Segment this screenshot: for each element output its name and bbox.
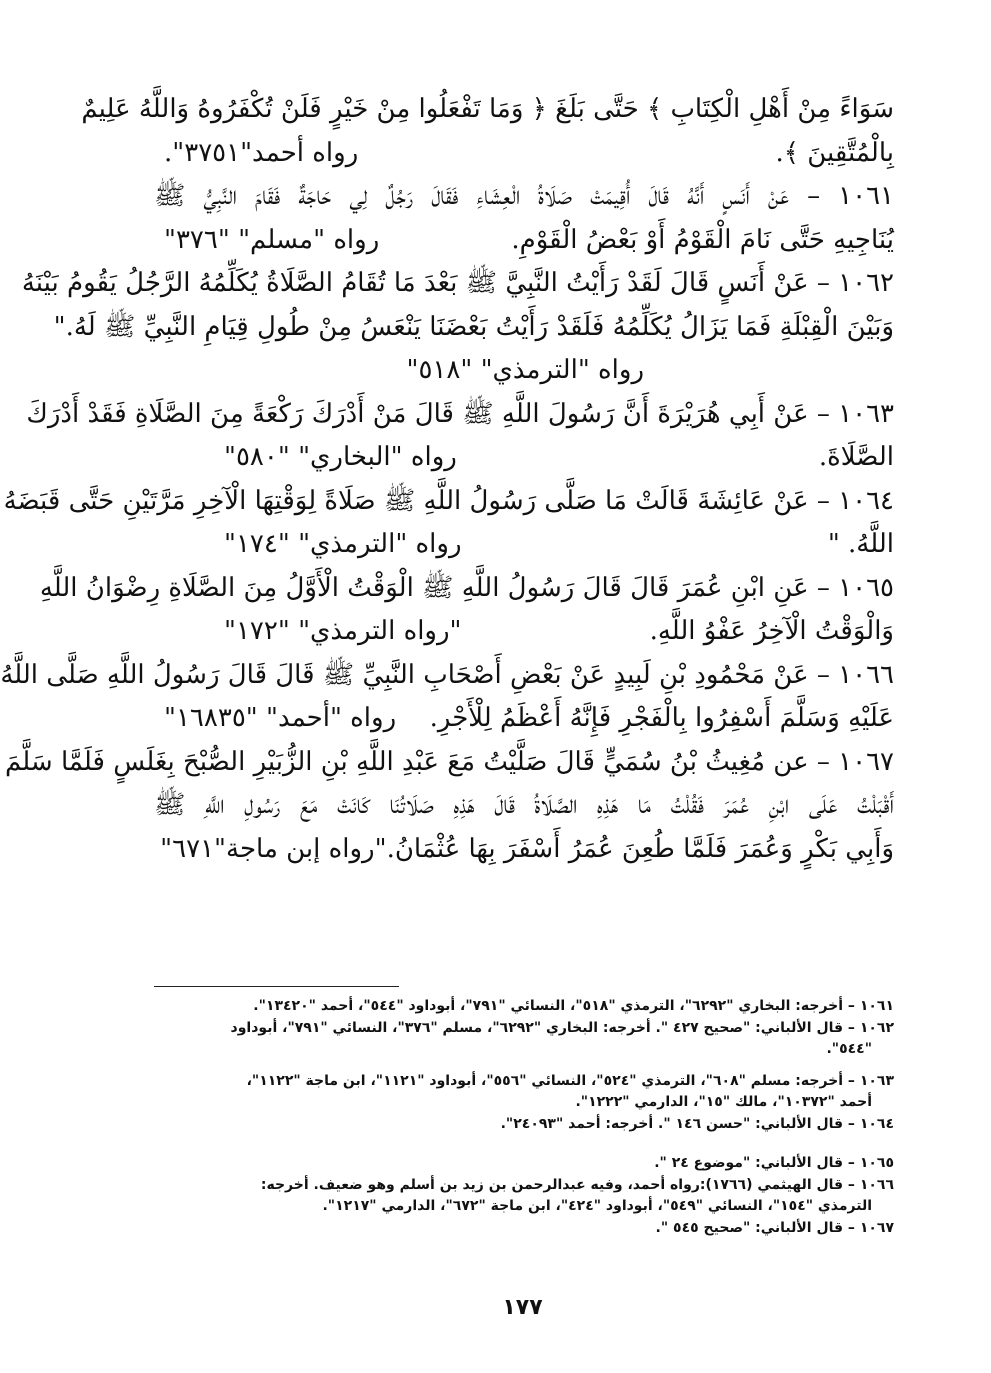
page-number: ١٧٧ — [502, 1295, 543, 1320]
verse-end: بِالْمُتَّقِينَ ﴾. — [775, 137, 894, 168]
text-line — [154, 523, 894, 567]
hadith-text: عَلَيْهِ وَسَلَّمَ أَسْفِرُوا بِالْفَجْرِ فَإِنَّهُ أَعْظَمُ لِلْأَجْرِ. — [429, 703, 894, 733]
text-line — [154, 349, 894, 393]
hadith-1066: ١٠٦٦ – عَنْ مَحْمُودِ بْنِ لَبِيدٍ عَنْ بَعْضِ أَصْحَابِ النَّبِيِّ ﷺ قَالَ قَالَ رَسُولُ اللَّهِ صَلَّى اللَّهُ — [0, 659, 894, 690]
text-line: أَقْبَلْتُ عَلَى ابْنِ عُمَرَ فَقُلْتُ مَا هَذِهِ الصَّلَاةُ قَالَ هَذِهِ صَلَاتُنَا كَانَتْ مَعَ رَسُولِ اللَّهِ ﷺ — [154, 790, 894, 820]
hadith-text: يُنَاجِيهِ حَتَّى نَامَ الْقَوْمُ أَوْ بَعْضُ الْقَوْمِ. — [511, 224, 894, 255]
text-line: وَبَيْنَ الْقِبْلَةِ فَمَا يَزَالُ يُكَلِّمُهُ فَلَقَدْ رَأَيْتُ بَعْضَنَا يَنْعَسُ مِنْ طُولِ قِيَامِ النَّبِيِّ ﷺ لَهُ." — [53, 311, 894, 342]
hadith-text: وَأَبِي بَكْرٍ وَعُمَرَ فَلَمَّا طُعِنَ عُمَرُ أَسْفَرَ بِهَا عُثْمَانُ. — [386, 833, 894, 864]
footnote-divider — [154, 986, 399, 987]
hadith-1064: ١٠٦٤ – عَنْ عَائِشَةَ قَالَتْ مَا صَلَّى رَسُولُ اللَّهِ ﷺ صَلَاةً لِوَقْتِهَا الْآخِرِ مَرَّتَيْنِ حَتَّى قَبَضَهُ — [3, 485, 894, 516]
hadith-1063: ١٠٦٣ – عَنْ أَبِي هُرَيْرَةَ أَنَّ رَسُولَ اللَّهِ ﷺ قَالَ مَنْ أَدْرَكَ رَكْعَةً مِنَ الصَّلَاةِ فَقَدْ أَدْرَكَ — [26, 398, 894, 429]
text-line — [154, 219, 894, 263]
footnote-1066: ١٠٦٦ – قال الهيثمي (١٧٦٦):رواه أحمد، وفيه عبدالرحمن بن زيد بن أسلم وهو ضعيف. أخرجه: — [260, 1176, 894, 1193]
text-line — [154, 828, 894, 872]
footnote-1063: ١٠٦٣ – أخرجه: مسلم "٦٠٨"، الترمذي "٥٢٤"، النسائي "٥٥٦"، أبوداود "١١٢١"، ابن ماجة "١١٢٢"، — [246, 1072, 894, 1089]
footnote-1067: ١٠٦٧ – قال الألباني: "صحيح ٥٤٥ ". — [655, 1219, 894, 1236]
text-line — [154, 697, 894, 741]
footnote-1064: ١٠٦٤ – قال الألباني: "حسن ١٤٦ ". أخرجه: أحمد "٢٤٠٩٣". — [500, 1115, 894, 1132]
hadith-text: وَالْوَقْتُ الْآخِرُ عَفْوُ اللَّهِ. — [649, 616, 894, 646]
footnote-continuation: الترمذي "١٥٤"، النسائي "٥٤٩"، أبوداود "٤٢٤"، ابن ماجة "٦٧٢"، الدارمي "١٢١٧". — [322, 1198, 872, 1214]
footnote-continuation: أحمد "١٠٣٧٢"، مالك "١٥"، الدارمي "١٢٢٢". — [575, 1094, 872, 1110]
hadith-text: الصَّلَاةَ. — [818, 442, 894, 472]
hadith-source: رواه "الترمذي" "٥١٨" — [406, 355, 644, 385]
footnote-1062: ١٠٦٢ – قال الألباني: "صحيح ٤٢٧ ". أخرجه: البخاري "٦٢٩٢"، مسلم "٣٧٦"، النسائي "٧٩١"، أبوداود — [230, 1019, 894, 1036]
text-line — [154, 132, 894, 176]
hadith-1062: ١٠٦٢ – عَنْ أَنَسٍ قَالَ لَقَدْ رَأَيْتُ النَّبِيَّ ﷺ بَعْدَ مَا تُقَامُ الصَّلَاةُ يُكَلِّمُهُ الرَّجُلُ يَقُومُ بَيْنَهُ — [21, 268, 894, 298]
hadith-source: "رواه الترمذي" "١٧٢" — [224, 616, 462, 646]
hadith-source: رواه أحمد"٣٧٥١". — [164, 137, 359, 168]
text-line: سَوَاءً مِنْ أَهْلِ الْكِتَابِ ﴾ حَتَّى بَلَغَ ﴿ وَمَا تَفْعَلُوا مِنْ خَيْرٍ فَلَنْ تُكْفَرُوهُ وَاللَّهُ عَلِيمٌ — [81, 94, 894, 124]
footnote-1065: ١٠٦٥ – قال الألباني: "موضوع ٢٤ ". — [654, 1155, 894, 1171]
hadith-source: رواه "الترمذي" "١٧٤" — [224, 529, 462, 559]
hadith-source: "رواه إبن ماجة"٦٧١" — [160, 833, 387, 864]
book-page — [0, 88, 895, 1348]
hadith-1065: ١٠٦٥ – عَنِ ابْنِ عُمَرَ قَالَ قَالَ رَسُولُ اللَّهِ ﷺ الْوَقْتُ الْأَوَّلُ مِنَ الصَّلَاةِ رِضْوَانُ اللَّهِ — [39, 572, 894, 603]
main-text — [0, 88, 895, 871]
hadith-source: رواه "مسلم" "٣٧٦" — [164, 224, 380, 255]
hadith-1067: ١٠٦٧ – عن مُغِيثُ بْنُ سُمَيٍّ قَالَ صَلَّيْتُ مَعَ عَبْدِ اللَّهِ بْنِ الزُّبَيْرِ الصُّبْحَ بِغَلَسٍ فَلَمَّا سَلَّمَ — [4, 746, 894, 777]
footnotes — [154, 996, 894, 1239]
text-line — [154, 610, 894, 654]
footnote-1061: ١٠٦١ – أخرجه: البخاري "٦٢٩٢"، الترمذي "٥١٨"، النسائي "٧٩١"، أبوداود "٥٤٤"، أحمد "١٣٤٢٠". — [253, 998, 894, 1014]
text-line — [154, 436, 894, 480]
footnote-continuation: "٥٤٤". — [826, 1041, 872, 1057]
hadith-1061: ١٠٦١ – عَنْ أَنَسٍ أَنَّهُ قَالَ أُقِيمَتْ صَلَاةُ الْعِشَاءِ فَقَالَ رَجُلٌ لِي حَاجَةٌ فَقَامَ النَّبِيُّ ﷺ — [154, 181, 895, 211]
hadith-source: رواه "البخاري" "٥٨٠" — [224, 442, 457, 472]
hadith-source: رواه "أحمد" "١٦٨٣٥" — [164, 703, 397, 733]
hadith-text: اللَّهُ. " — [827, 529, 894, 559]
